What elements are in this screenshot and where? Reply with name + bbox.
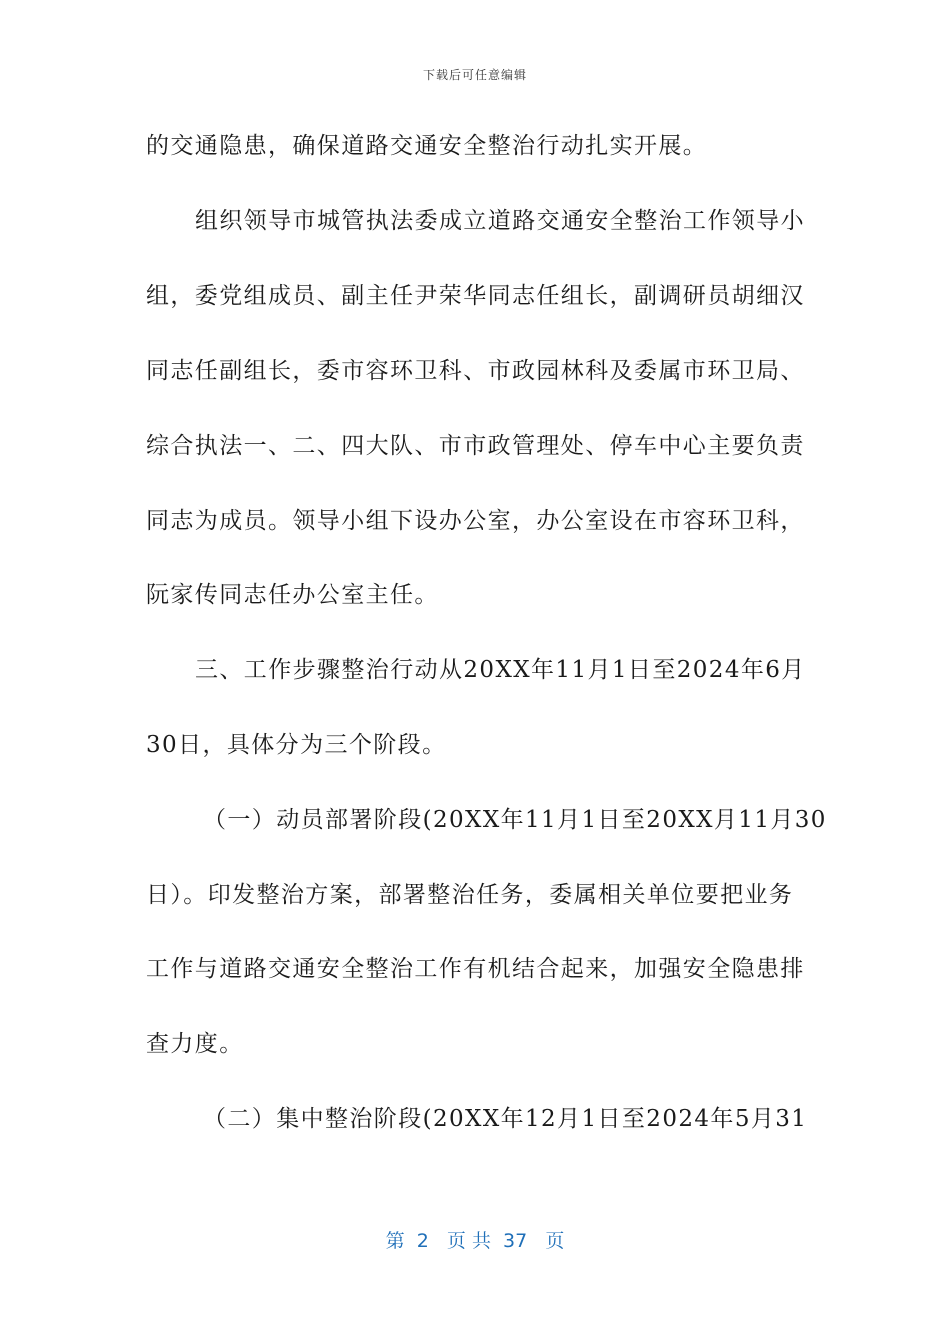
text-line: 同志任副组长，委市容环卫科、市政园林科及委属市环卫局、 [146,358,805,384]
text-line: （二）集中整治阶段(20XX年12月1日至2024年5月31 [203,1106,808,1132]
text-line: 组，委党组成员、副主任尹荣华同志任组长，副调研员胡细汉 [146,283,805,309]
text-line: 组织领导市城管执法委成立道路交通安全整治工作领导小 [195,208,805,234]
text-line: 同志为成员。领导小组下设办公室，办公室设在市容环卫科， [146,508,805,534]
text-line: （一）动员部署阶段(20XX年11月1日至20XX月11月30 [203,807,827,833]
text-line: 查力度。 [146,1031,244,1057]
text-line: 三、工作步骤整治行动从20XX年11月1日至2024年6月 [195,657,806,683]
text-line: 30日，具体分为三个阶段。 [146,732,447,758]
text-line: 的交通隐患，确保道路交通安全整治行动扎实开展。 [146,133,708,159]
page-number: 第 2 页 共 37 页 [385,1230,565,1252]
text-line: 日）。印发整治方案，部署整治任务，委属相关单位要把业务 [146,882,794,908]
text-line: 工作与道路交通安全整治工作有机结合起来，加强安全隐患排 [146,956,805,982]
header-note: 下载后可任意编辑 [422,68,527,82]
text-line: 综合执法一、二、四大队、市市政管理处、停车中心主要负责 [146,433,805,459]
text-line: 阮家传同志任办公室主任。 [146,582,439,608]
